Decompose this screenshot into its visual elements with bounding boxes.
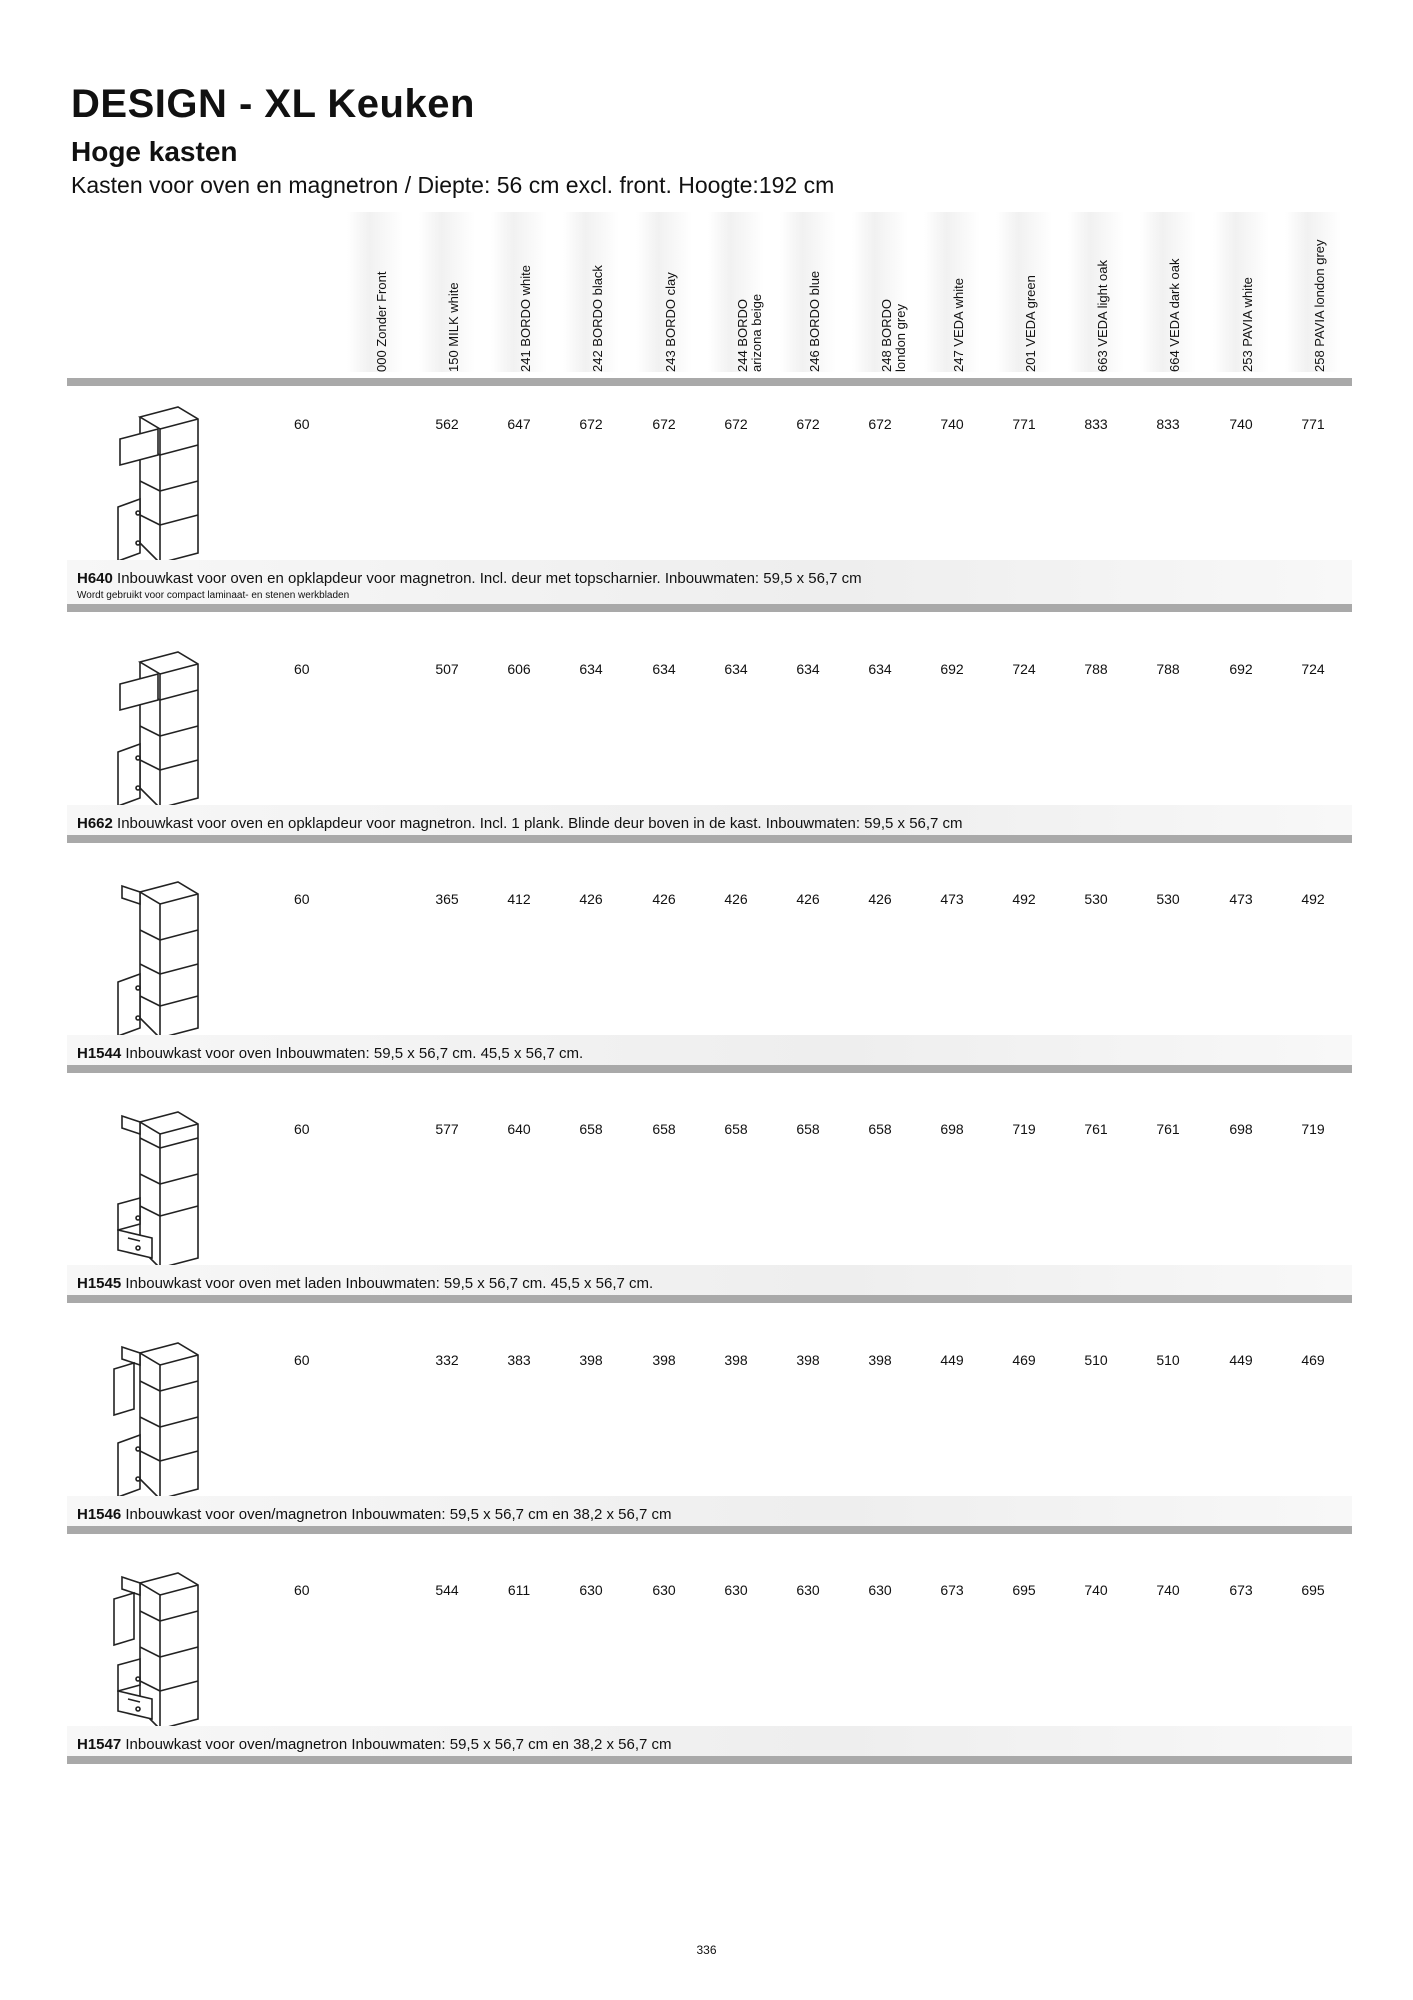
column-header-line: 253 PAVIA white xyxy=(1240,277,1255,372)
product-description-text: Inbouwkast voor oven en opklapdeur voor magnetron. Incl. deur met topscharnier. Inbouwmaten: 59,5 x 56,7 cm xyxy=(117,570,862,587)
price-cell: 510 xyxy=(1156,1352,1180,1368)
price-cell: 724 xyxy=(1301,661,1325,677)
product-description-text: Inbouwkast voor oven met laden Inbouwmaten: 59,5 x 56,7 cm. 45,5 x 56,7 cm. xyxy=(125,1275,654,1292)
price-cell: 383 xyxy=(507,1352,531,1368)
section-description: Kasten voor oven en magnetron / Diepte: 56 cm excl. front. Hoogte:192 cm xyxy=(71,172,835,198)
price-cell: 692 xyxy=(1229,661,1253,677)
column-header-line: 201 VEDA green xyxy=(1023,275,1038,372)
price-cell: 630 xyxy=(796,1582,820,1598)
column-header xyxy=(852,212,908,372)
price-cell: 630 xyxy=(724,1582,748,1598)
column-header xyxy=(491,212,547,372)
price-cell: 658 xyxy=(796,1121,820,1137)
row-divider xyxy=(67,1526,1352,1534)
column-header xyxy=(1213,212,1269,372)
product-description-bar xyxy=(67,560,1352,604)
column-header xyxy=(1068,212,1124,372)
product-description xyxy=(77,1275,653,1292)
price-cell: 577 xyxy=(435,1121,459,1137)
price-cell: 634 xyxy=(868,661,892,677)
column-header-line: 246 BORDO blue xyxy=(807,270,822,372)
product-description-text: Inbouwkast voor oven/magnetron Inbouwmaten: 59,5 x 56,7 cm en 38,2 x 56,7 cm xyxy=(125,1506,672,1523)
product-description-bar xyxy=(67,1496,1352,1526)
cabinet-drawing xyxy=(100,403,210,568)
tall-cabinet-oven-microwave-icon xyxy=(100,1339,210,1509)
row-divider xyxy=(67,1756,1352,1764)
price-cell: 469 xyxy=(1012,1352,1036,1368)
price-cell: 672 xyxy=(652,416,676,432)
cabinet-drawing xyxy=(100,878,210,1043)
column-header-line: 663 VEDA light oak xyxy=(1095,259,1110,372)
price-cell: 611 xyxy=(507,1582,531,1598)
product-description-text: Inbouwkast voor oven Inbouwmaten: 59,5 x 56,7 cm. 45,5 x 56,7 cm. xyxy=(125,1045,584,1062)
column-header xyxy=(1285,212,1341,372)
column-header-line: 242 BORDO black xyxy=(590,265,605,372)
page-number: 336 xyxy=(696,1943,717,1957)
price-cell: 719 xyxy=(1301,1121,1325,1137)
cabinet-drawing xyxy=(100,648,210,813)
product-description-bar xyxy=(67,1265,1352,1295)
product-description-bar xyxy=(67,1035,1352,1065)
price-cell: 332 xyxy=(435,1352,459,1368)
product-description xyxy=(77,815,963,832)
price-cell: 398 xyxy=(868,1352,892,1368)
row-divider xyxy=(67,1295,1352,1303)
cabinet-width: 60 xyxy=(294,661,310,677)
tall-cabinet-oven-icon xyxy=(100,878,210,1048)
price-cell: 634 xyxy=(579,661,603,677)
column-header-line: 248 BORDO xyxy=(879,299,894,372)
price-cell: 658 xyxy=(652,1121,676,1137)
product-code: H640 xyxy=(77,570,113,587)
price-cell: 469 xyxy=(1301,1352,1325,1368)
price-cell: 698 xyxy=(940,1121,964,1137)
product-description xyxy=(77,570,862,587)
price-cell: 833 xyxy=(1084,416,1108,432)
product-code: H1544 xyxy=(77,1045,122,1062)
price-cell: 771 xyxy=(1012,416,1036,432)
cabinet-drawing xyxy=(100,1339,210,1504)
column-header-line: 664 VEDA dark oak xyxy=(1167,258,1182,372)
price-cell: 426 xyxy=(724,891,748,907)
tall-cabinet-oven-drawers-icon xyxy=(100,1108,210,1278)
price-cell: 507 xyxy=(435,661,459,677)
price-cell: 672 xyxy=(868,416,892,432)
price-cell: 449 xyxy=(1229,1352,1253,1368)
price-cell: 761 xyxy=(1084,1121,1108,1137)
price-cell: 698 xyxy=(1229,1121,1253,1137)
price-cell: 761 xyxy=(1156,1121,1180,1137)
product-code: H1545 xyxy=(77,1275,122,1292)
cabinet-drawing xyxy=(100,1569,210,1734)
column-header xyxy=(563,212,619,372)
price-cell: 426 xyxy=(652,891,676,907)
price-cell: 658 xyxy=(579,1121,603,1137)
column-header-line: 150 MILK white xyxy=(446,282,461,372)
column-header xyxy=(708,212,764,372)
cabinet-width: 60 xyxy=(294,891,310,907)
price-cell: 672 xyxy=(579,416,603,432)
tall-cabinet-oven-microwave-drawer-icon xyxy=(100,1569,210,1739)
price-cell: 695 xyxy=(1301,1582,1325,1598)
price-cell: 492 xyxy=(1012,891,1036,907)
price-cell: 426 xyxy=(796,891,820,907)
price-cell: 724 xyxy=(1012,661,1036,677)
product-code: H662 xyxy=(77,815,113,832)
price-cell: 473 xyxy=(1229,891,1253,907)
price-cell: 426 xyxy=(868,891,892,907)
price-cell: 630 xyxy=(579,1582,603,1598)
price-cell: 426 xyxy=(579,891,603,907)
price-cell: 740 xyxy=(1084,1582,1108,1598)
price-cell: 672 xyxy=(724,416,748,432)
column-header xyxy=(636,212,692,372)
product-description-text: Inbouwkast voor oven/magnetron Inbouwmaten: 59,5 x 56,7 cm en 38,2 x 56,7 cm xyxy=(125,1736,672,1753)
price-cell: 740 xyxy=(940,416,964,432)
price-cell: 640 xyxy=(507,1121,531,1137)
column-header-line: london grey xyxy=(893,304,908,372)
column-header-line: 243 BORDO clay xyxy=(663,272,678,372)
price-cell: 530 xyxy=(1156,891,1180,907)
price-cell: 771 xyxy=(1301,416,1325,432)
column-header xyxy=(996,212,1052,372)
price-cell: 510 xyxy=(1084,1352,1108,1368)
price-cell: 398 xyxy=(579,1352,603,1368)
cabinet-width: 60 xyxy=(294,416,310,432)
row-divider xyxy=(67,604,1352,612)
column-header xyxy=(347,212,403,372)
price-cell: 719 xyxy=(1012,1121,1036,1137)
cabinet-width: 60 xyxy=(294,1121,310,1137)
price-cell: 788 xyxy=(1156,661,1180,677)
price-cell: 695 xyxy=(1012,1582,1036,1598)
row-divider xyxy=(67,1065,1352,1073)
product-note: Wordt gebruikt voor compact laminaat- en stenen werkbladen xyxy=(77,590,350,601)
product-description-text: Inbouwkast voor oven en opklapdeur voor magnetron. Incl. 1 plank. Blinde deur boven in de kast. Inbouwmaten: 59,5 x 56,7 cm xyxy=(117,815,963,832)
price-cell: 634 xyxy=(724,661,748,677)
tall-cabinet-oven-blind-door-icon xyxy=(100,648,210,818)
price-cell: 630 xyxy=(868,1582,892,1598)
section-title: Hoge kasten xyxy=(71,136,238,167)
cabinet-width: 60 xyxy=(294,1352,310,1368)
price-cell: 412 xyxy=(507,891,531,907)
price-cell: 492 xyxy=(1301,891,1325,907)
column-header-line: 258 PAVIA london grey xyxy=(1312,239,1327,372)
price-cell: 365 xyxy=(435,891,459,907)
price-cell: 562 xyxy=(435,416,459,432)
product-code: H1546 xyxy=(77,1506,122,1523)
price-cell: 544 xyxy=(435,1582,459,1598)
price-cell: 634 xyxy=(796,661,820,677)
product-description xyxy=(77,1736,672,1753)
price-cell: 530 xyxy=(1084,891,1108,907)
price-cell: 630 xyxy=(652,1582,676,1598)
price-cell: 398 xyxy=(796,1352,820,1368)
price-cell: 606 xyxy=(507,661,531,677)
column-header-line: arizona beige xyxy=(749,293,764,372)
price-cell: 398 xyxy=(724,1352,748,1368)
product-description-bar xyxy=(67,805,1352,835)
price-cell: 658 xyxy=(724,1121,748,1137)
price-cell: 833 xyxy=(1156,416,1180,432)
price-cell: 449 xyxy=(940,1352,964,1368)
tall-cabinet-oven-flap-icon xyxy=(100,403,210,573)
product-description xyxy=(77,1506,672,1523)
column-header-line: 241 BORDO white xyxy=(518,265,533,372)
price-cell: 398 xyxy=(652,1352,676,1368)
price-cell: 740 xyxy=(1156,1582,1180,1598)
column-header-line: 247 VEDA white xyxy=(951,278,966,372)
price-cell: 473 xyxy=(940,891,964,907)
cabinet-width: 60 xyxy=(294,1582,310,1598)
column-header xyxy=(1140,212,1196,372)
header-divider xyxy=(67,378,1352,386)
product-description-bar xyxy=(67,1726,1352,1756)
product-code: H1547 xyxy=(77,1736,122,1753)
price-cell: 740 xyxy=(1229,416,1253,432)
page-title: DESIGN - XL Keuken xyxy=(71,82,475,126)
cabinet-drawing xyxy=(100,1108,210,1273)
price-cell: 658 xyxy=(868,1121,892,1137)
product-description xyxy=(77,1045,583,1062)
price-cell: 673 xyxy=(1229,1582,1253,1598)
price-cell: 672 xyxy=(796,416,820,432)
price-cell: 692 xyxy=(940,661,964,677)
column-header-line: 000 Zonder Front xyxy=(374,271,389,372)
column-header xyxy=(419,212,475,372)
column-header xyxy=(780,212,836,372)
price-cell: 673 xyxy=(940,1582,964,1598)
column-header xyxy=(924,212,980,372)
price-cell: 788 xyxy=(1084,661,1108,677)
price-cell: 634 xyxy=(652,661,676,677)
row-divider xyxy=(67,835,1352,843)
column-header-line: 244 BORDO xyxy=(735,299,750,372)
price-cell: 647 xyxy=(507,416,531,432)
